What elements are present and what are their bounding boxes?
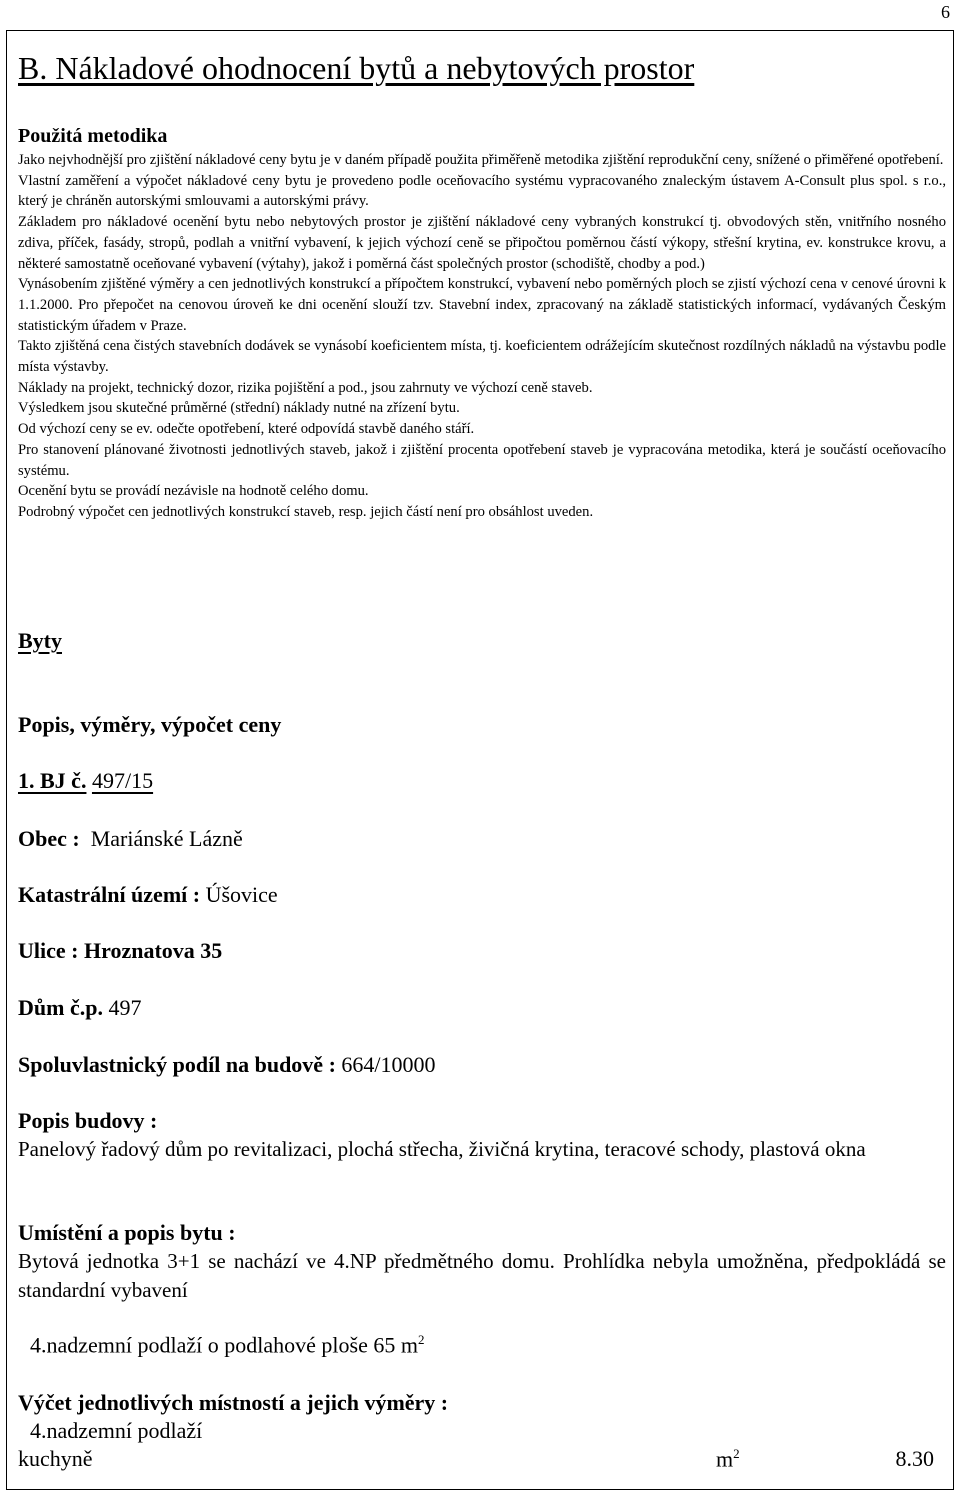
page-title: B. Nákladové ohodnocení bytů a nebytových prostor: [18, 50, 695, 86]
method-paragraph: Takto zjištěná cena čistých stavebních dodávek se vynásobí koeficientem místa, tj. koeficientem odrážejícím skutečnost rozdílných nákladů na výstavbu podle místa výstavby.: [18, 338, 946, 376]
room-unit-exponent: 2: [733, 1446, 740, 1461]
method-paragraph: Vynásobením zjištěné výměry a cen jednotlivých konstrukcí a přípočtem konstrukcí, vybavení nebo poměrných ploch se zjistí výchozí cena v cenové úrovni k 1.1.2000. Pro přepočet na cenovou úroveň ke dni ocenění slouží tzv. Stavební index, zpracovaný na základě statistických informací, vydávaných Českým statistickým úřadem v Praze.: [18, 276, 946, 334]
dum-label: Dům č.p.: [18, 995, 103, 1020]
umisteni-text: Bytová jednotka 3+1 se nachází ve 4.NP předmětného domu. Prohlídka nebyla umožněna, předpokládá se standardní vybavení: [18, 1249, 946, 1302]
floor-area-line: [30, 1332, 424, 1358]
method-paragraph: Pro stanovení plánované životnosti jednotlivých staveb, jakož i zjištění procenta opotřebení staveb je vypracována metodika, která je součástí oceňovacího systému.: [18, 441, 946, 479]
unit-label: 1. BJ č.: [18, 768, 87, 793]
method-paragraph: Ocenění bytu se provádí nezávisle na hodnotě celého domu.: [18, 483, 369, 500]
method-paragraph: Základem pro nákladové ocenění bytu nebo nebytových prostor je zjištění nákladové ceny vybraných konstrukcí tj. obvodových stěn, vnitřního nosného zdiva, příček, fasády, stropů, podlah a vnitřní vybavení, k jejich výchozí ceně se připočtou poměrnou částí výkopy, střešní krytina, ev. konstrukce krovu, a některé samostatně oceňované vybavení (výtahy), jakož i poměrná část společných prostor (schodiště, chodby a pod.): [18, 214, 946, 272]
dum-line: [18, 995, 141, 1021]
method-heading: Použitá metodika: [18, 125, 168, 147]
rooms-floor: 4.nadzemní podlaží: [30, 1418, 203, 1443]
method-text: [18, 150, 946, 523]
method-paragraph: Podrobný výpočet cen jednotlivých konstrukcí staveb, resp. jejich částí není pro obsáhlost uveden.: [18, 503, 594, 520]
rooms-heading: Výčet jednotlivých místností a jejich výměry :: [18, 1390, 449, 1415]
byty-heading: Byty: [18, 628, 62, 653]
ulice-label: Ulice :: [18, 938, 79, 963]
ulice-line: [18, 938, 222, 964]
room-row: [18, 1446, 934, 1476]
popis-budovy-text: Panelový řadový dům po revitalizaci, plochá střecha, živičná krytina, teracové schody, plastová okna: [18, 1137, 866, 1161]
popis-budovy-heading: Popis budovy :: [18, 1108, 158, 1133]
katastr-label: Katastrální území :: [18, 882, 201, 907]
katastr-value: Úšovice: [205, 882, 278, 907]
dum-value: 497: [108, 995, 142, 1020]
katastr-line: [18, 882, 278, 908]
method-paragraph: Výsledkem jsou skutečné průměrné (střední) náklady nutné na zřízení bytu.: [18, 400, 460, 417]
method-paragraph: Vlastní zaměření a výpočet nákladové ceny bytu je provedeno podle oceňovacího systému vypracovaného znaleckým ústavem A-Consult plus spol. s r.o., který je chráněn autorskými smlouvami a autorskými právy.: [18, 172, 946, 210]
room-name: kuchyně: [18, 1446, 93, 1471]
umisteni-heading: Umístění a popis bytu :: [18, 1220, 236, 1245]
obec-value: Mariánské Lázně: [90, 826, 243, 851]
floor-area-text: 4.nadzemní podlaží o podlahové ploše 65 m: [30, 1332, 418, 1358]
podil-label: Spoluvlastnický podíl na budově :: [18, 1052, 336, 1077]
obec-label: Obec :: [18, 826, 80, 851]
obec-line: [18, 826, 243, 852]
method-paragraph: Od výchozí ceny se ev. odečte opotřebení, které odpovídá stavbě daného stáří.: [18, 421, 475, 438]
page-number: 6: [941, 2, 950, 22]
room-area: 8.30: [895, 1446, 934, 1471]
room-unit-symbol: m: [716, 1446, 734, 1472]
method-paragraph: Jako nejvhodnější pro zjištění nákladové ceny bytu je v daném případě použita přiměřeně metodika zjištění reprodukční ceny, snížené o přiměřené opotřebení.: [18, 152, 944, 168]
description-heading: Popis, výměry, výpočet ceny: [18, 712, 282, 737]
method-paragraph: Náklady na projekt, technický dozor, rizika pojištění a pod., jsou zahrnuty ve výchozí ceně staveb.: [18, 379, 593, 396]
floor-area-exponent: 2: [417, 1332, 425, 1347]
podil-line: [18, 1052, 436, 1078]
room-unit: [716, 1446, 740, 1472]
ulice-value: Hroznatova 35: [83, 938, 223, 963]
unit-number: 497/15: [91, 768, 154, 793]
unit-line: [18, 768, 153, 794]
podil-value: 664/10000: [341, 1052, 436, 1077]
